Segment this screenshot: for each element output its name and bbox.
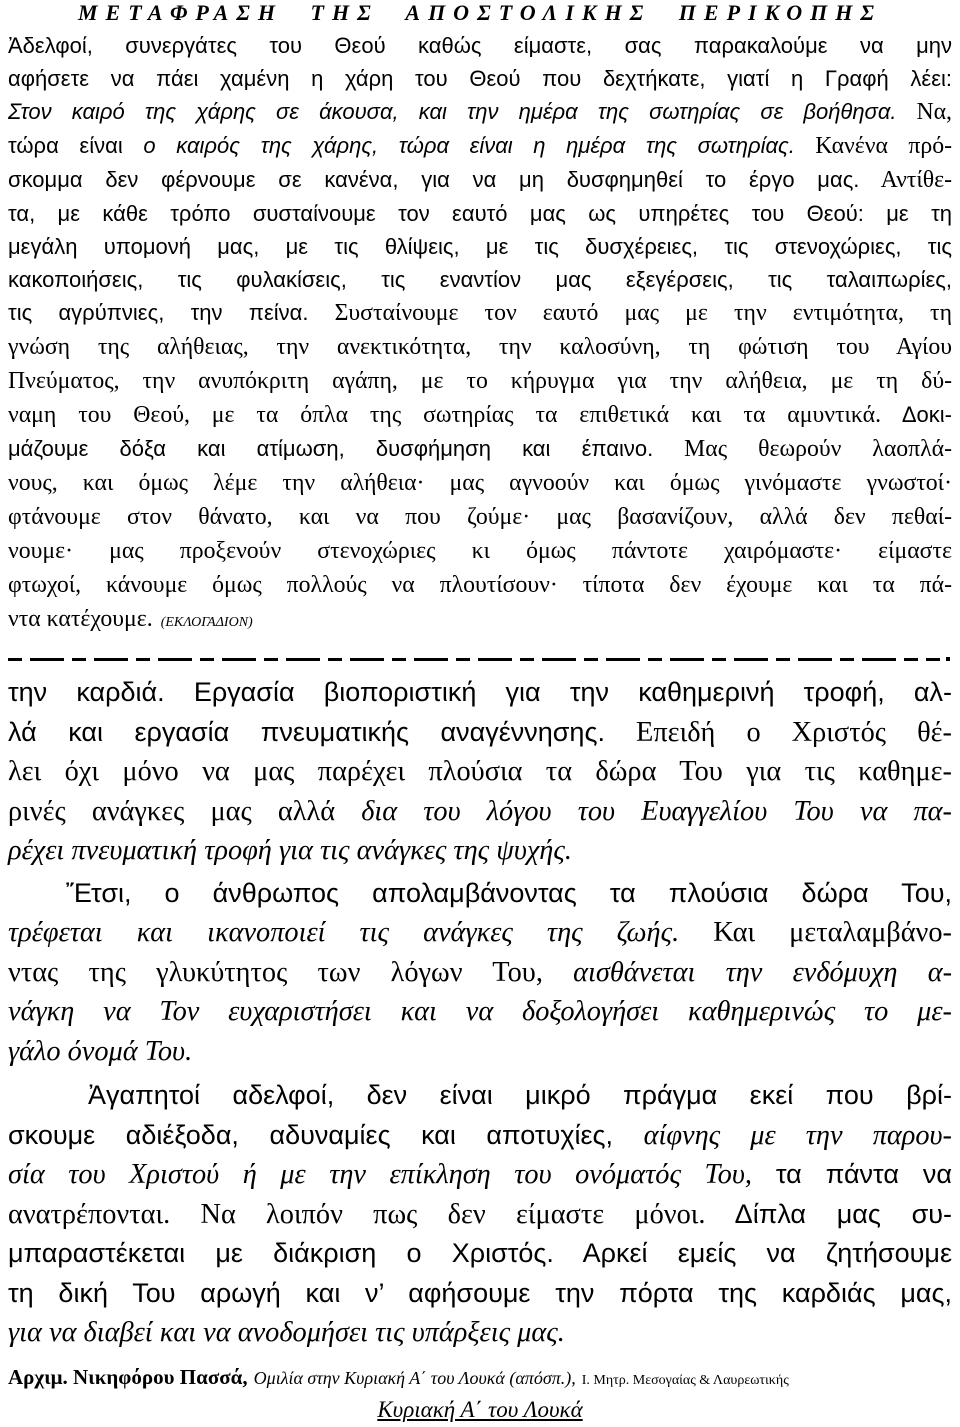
epistle-line [8,263,952,296]
homily-line [8,874,952,914]
epistle-line [8,197,952,230]
homily-line [8,673,952,713]
homily-line [8,953,952,993]
epistle-line [8,466,952,500]
epistle-line [8,534,952,568]
homily-emphasis: αίφνης με την παρου- [643,1119,952,1151]
homily-emphasis: δια του λόγου του Ευαγγελίου Του να πα- [361,795,952,827]
homily-text: τη δική Του αρωγή και ν’ αφήσουμε την πόρτα της καρδιάς μας, [8,1277,952,1308]
epistle-line [8,398,952,432]
epistle-text: Συσταίνουμε τον εαυτό μας με την εντιμότητα, τη [308,300,952,326]
homily-emphasis: νάγκη να Τον ευχαριστήσει και να δοξολογήσει καθημερινώς το με- [8,996,952,1027]
epistle-text: Αντίθε- [859,167,953,193]
homily-text: λά και εργασία πνευματικής αναγέννησης. [8,716,605,747]
page-title: ΜΕΤΑΦΡΑΣΗ ΤΗΣ ΑΠΟΣΤΟΛΙΚΗΣ ΠΕΡΙΚΟΠΗΣ [77,0,883,25]
epistle-text-block [8,29,952,639]
epistle-text: νουμε· μας προξενούν στενοχώριες κι όμως πάντοτε χαιρόμαστε· είμαστε [8,538,952,564]
homily-line [8,1313,952,1353]
homily-line [8,1274,952,1314]
epistle-text: κακοποιήσεις, τις φυλακίσεις, τις εναντίον μας εξεγέρσεις, τις ταλαιπωρίες, [8,267,952,292]
homily-line [8,1234,952,1274]
epistle-line [8,330,952,364]
epistle-text: Μας θεωρούν λαοπλά- [653,436,952,462]
epistle-text: ντα κατέχουμε. [8,606,153,632]
metropolis-name: Ι. Μητρ. Μεσογαίας & Λαυρεωτικής [581,1373,789,1388]
epistle-text: Δοκι- [881,402,952,427]
attribution-line [8,1364,952,1394]
epistle-line [8,230,952,263]
homily-text: Δίπλα μας συ- [705,1198,952,1229]
homily-line [8,713,952,753]
epistle-line [8,568,952,602]
epistle-line [8,500,952,534]
homily-line [8,752,952,792]
epistle-line [8,95,952,129]
homily-line [8,1076,952,1116]
epistle-line [8,296,952,330]
epistle-line [8,29,952,62]
epistle-line [8,129,952,163]
homily-text: λει όχι μόνο να μας παρέχει πλούσια τα δώρα Του για τις καθημε- [8,756,952,787]
epistle-text: νους, και όμως λέμε την αλήθεια· μας αγνοούν και όμως γινόμαστε γνωστοί· [8,470,952,496]
homily-emphasis: γάλο όνομά Του. [8,1035,193,1067]
scripture-quote: ο καιρός της χάρης, τώρα είναι η ημέρα της σωτηρίας. [143,133,795,158]
homily-text: Ἀγαπητοί αδελφοί, δεν είναι μικρό πράγμα εκεί που βρί- [88,1080,952,1110]
homily-emphasis: για να διαβεί και να ανοδομήσει τις υπάρξεις μας. [8,1317,565,1348]
epistle-text: ναμη του Θεού, με τα όπλα της σωτηρίας τα επιθετικά και τα αμυντικά. [8,402,882,428]
epistle-text: αφήσετε να πάει χαμένη η χάρη του Θεού που δεχτήκατε, γιατί η Γραφή λέει: [8,66,952,91]
epistle-line [8,432,952,466]
epistle-text: μάζουμε δόξα και ατίμωση, δυσφήμηση και έπαινο. [8,436,654,461]
source-label: (ΕΚΛΟΓΑΔΙΟΝ) [160,615,253,630]
homily-emphasis: ρέχει πνευματική τροφή για τις ανάγκες της ψυχής. [8,835,572,866]
epistle-text: τώρα είναι [8,133,144,158]
homily-text: μπαραστέκεται με διάκριση ο Χριστός. Αρκεί εμείς να ζητήσουμε [8,1238,952,1268]
homily-text: ρινές ανάγκες μας αλλά [8,795,362,827]
epistle-text: Πνεύματος, την ανυπόκριτη αγάπη, με το κήρυγμα για την αλήθεια, με τη δύ- [8,368,952,394]
homily-emphasis: σία του Χριστού ή με την επίκληση του ονόματός Του, [8,1159,752,1190]
epistle-text: Να, [896,99,952,125]
homily-text: ντας της γλυκύτητος των λόγων Του, [8,956,574,988]
epistle-line [8,364,952,398]
homily-line [8,792,952,832]
homily-line [8,992,952,1032]
homily-line [8,831,952,871]
author-name: Αρχιμ. Νικηφόρου Πασσά, [8,1365,248,1389]
homily-line [8,1116,952,1156]
footer-title: Κυριακή Α΄ του Λουκά [377,1397,583,1422]
dashed-separator [8,658,940,661]
scripture-quote: Στον καιρό της χάρης σε άκουσα, και την ημέρα της σωτηρίας σε βοήθησα. [8,99,897,124]
work-title: Ομιλία στην Κυριακή Α΄ του Λουκά (απόσπ.), [253,1368,576,1388]
epistle-text: φτάνουμε στον θάνατο, και να που ζούμε· μας βασανίζουν, αλλά δεν πεθαί- [8,504,952,530]
epistle-text: τα, με κάθε τρόπο συσταίνουμε τον εαυτό μας ως υπηρέτες του Θεού: με τη [8,201,952,226]
epistle-text: Ἀδελφοί, συνεργάτες του Θεού καθώς είμαστε, σας παρακαλούμε να μην [8,33,952,58]
homily-emphasis: αισθάνεται την ενδόμυχη α- [573,956,953,988]
epistle-line [8,62,952,95]
homily-text: Ἔτσι, ο άνθρωπος απολαμβάνοντας τα πλούσια δώρα Του, [66,877,952,908]
epistle-text: μεγάλη υπομονή μας, με τις θλίψεις, με τις δυσχέρειες, τις στενοχώριες, τις [8,234,952,259]
homily-line [8,913,952,953]
epistle-text: τις αγρύπνιες, την πείνα. [8,300,309,325]
homily-line [8,1195,952,1235]
epistle-text: φτωχοί, κάνουμε όμως πολλούς να πλουτίσουν· τίποτα δεν έχουμε και τα πά- [8,572,952,598]
epistle-text: σκομμα δεν φέρνουμε σε κανένα, για να μη δυσφημηθεί το έργο μας. [8,167,860,192]
separator-dot [946,657,950,661]
homily-text: σκουμε αδιέξοδα, αδυναμίες και αποτυχίες, [8,1119,644,1150]
homily-line [8,1155,952,1195]
homily-text: ανατρέπονται. Να λοιπόν πως δεν είμαστε μόνοι. [8,1198,706,1230]
epistle-line [8,163,952,197]
homily-text: τα πάντα να [751,1159,952,1189]
homily-text: την καρδιά. Εργασία βιοποριστική για την καθημερινή τροφή, αλ- [8,677,952,707]
homily-text: Επειδή ο Χριστός θέ- [604,716,952,748]
epistle-text: Κανένα πρό- [794,133,953,159]
epistle-line [8,602,952,639]
homily-line [8,1032,952,1072]
epistle-text: γνώση της αλήθειας, την ανεκτικότητα, την καλοσύνη, τη φώτιση του Αγίου [8,334,952,360]
homily-text-block [8,673,952,1353]
homily-text: Και μεταλαμβάνο- [679,917,952,948]
homily-emphasis: τρέφεται και ικανοποιεί τις ανάγκες της ζωής. [8,917,680,948]
